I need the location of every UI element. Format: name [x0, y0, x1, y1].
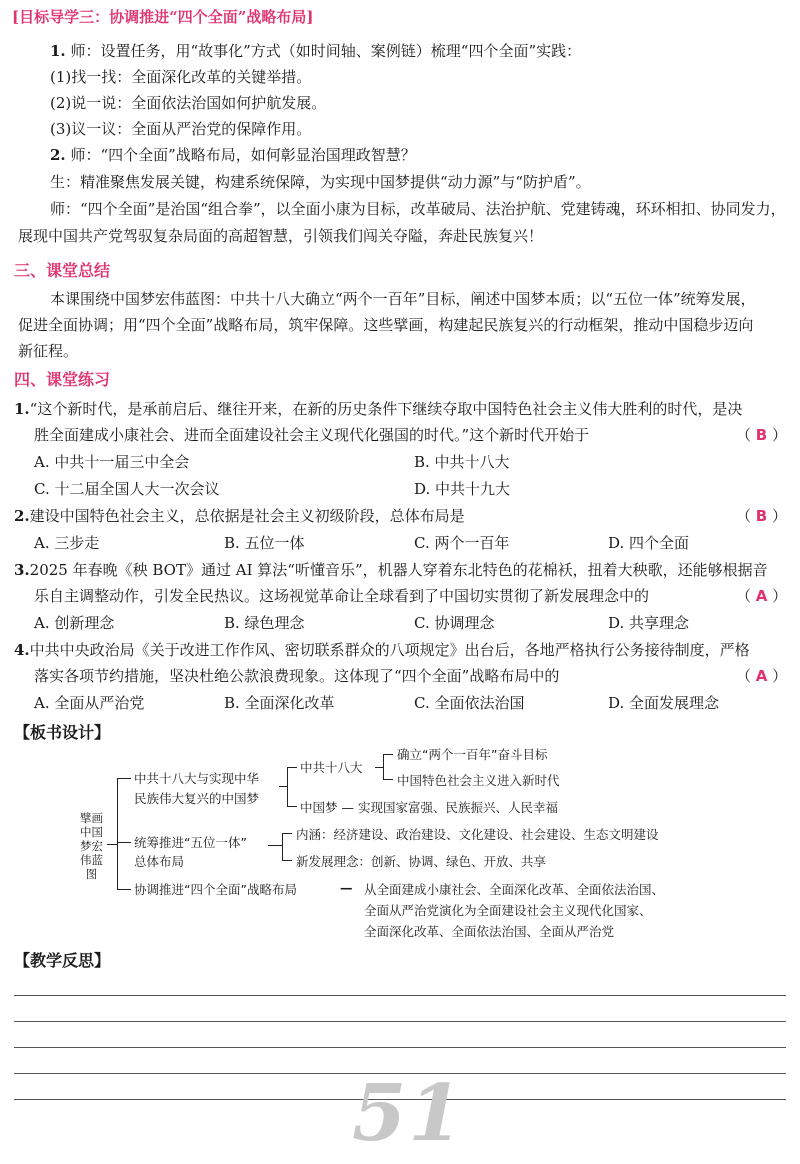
- summary-line-1: 本课围绕中国梦宏伟蓝图：中共十八大确立“两个一百年”目标，阐述中国梦本质；以“五位一体”统筹发展，: [50, 290, 756, 308]
- page-number: 51: [352, 1068, 465, 1159]
- board-branch-2-line-1: 统筹推进“五位一体”: [134, 835, 247, 850]
- question-number: 3.: [14, 561, 30, 579]
- board-branch-3-desc-1: 从全面建成小康社会、全面深化改革、全面依法治国、: [364, 882, 665, 897]
- answer-letter: B: [755, 507, 768, 525]
- goal3-item-2: (2)说一说：全面依法治国如何护航发展。: [50, 94, 327, 112]
- q2-option-d: D. 四个全面: [608, 534, 690, 552]
- question-text: 中共中央政治局《关于改进工作作风、密切联系群众的八项规定》出台后，各地严格执行公务接待制度，严格: [29, 641, 750, 659]
- bracket-line: [287, 767, 297, 768]
- question-3-answer: （ A ）: [736, 587, 788, 605]
- board-node-connotation: 内涵：经济建设、政治建设、文化建设、社会建设、生态文明建设: [296, 827, 659, 842]
- board-branch-3: 协调推进“四个全面”战略布局: [134, 882, 297, 897]
- board-branch-2-line-2: 总体布局: [134, 854, 185, 869]
- q3-option-b: B. 绿色理念: [224, 614, 305, 632]
- summary-line-2: 促进全面协调；用“四个全面”战略布局，筑牢保障。这些擘画，构建起民族复兴的行动框架，推动中国稳步迈向: [18, 316, 754, 334]
- q3-option-d: D. 共享理念: [608, 614, 690, 632]
- q2-option-b: B. 五位一体: [224, 534, 305, 552]
- goal3-item-1: (1)找一找：全面深化改革的关键举措。: [50, 68, 312, 86]
- bracket-line: [117, 778, 131, 779]
- q2-option-c: C. 两个一百年: [414, 534, 510, 552]
- bracket-line: [383, 779, 393, 780]
- question-4-line-2: 落实各项节约措施，坚决杜绝公款浪费现象。这体现了“四个全面”战略布局中的: [34, 667, 560, 685]
- bracket-line: [282, 860, 292, 861]
- question-3-line-1: [14, 559, 768, 580]
- board-root-line: 中国: [80, 825, 103, 839]
- goal3-item-3: (3)议一议：全面从严治党的保障作用。: [50, 120, 312, 138]
- board-branch-1-line-2: 民族伟大复兴的中国梦: [134, 791, 260, 806]
- q1-option-d: D. 中共十九大: [414, 480, 511, 498]
- goal3-paragraph-1: [50, 40, 581, 61]
- q4-option-d: D. 全面发展理念: [608, 694, 720, 712]
- bracket-line: [117, 778, 118, 890]
- board-root: [80, 811, 103, 881]
- q3-option-a: A. 创新理念: [34, 614, 115, 632]
- board-node-18th-congress: 中共十八大: [300, 760, 363, 775]
- question-number: 4.: [14, 641, 30, 659]
- connector-line: [268, 845, 282, 846]
- goal3-paragraph-4b: 展现中国共产党驾驭复杂局面的高超智慧，引领我们闯关夺隘，奔赴民族复兴！: [18, 227, 544, 245]
- bracket-line: [383, 754, 393, 755]
- bracket-line: [383, 754, 384, 780]
- item-number: 1.: [50, 42, 66, 60]
- board-root-line: 梦宏: [80, 839, 103, 853]
- question-1-line-2: 胜全面建成小康社会、进而全面建设社会主义现代化强国的时代。”这个新时代开始于: [34, 426, 590, 444]
- reflection-writing-line[interactable]: [14, 1021, 786, 1022]
- reflection-writing-line[interactable]: [14, 1047, 786, 1048]
- board-leaf-two-centenary-goals: 确立“两个一百年”奋斗目标: [397, 747, 548, 762]
- goal3-paragraph-4a: 师：“四个全面”是治国“组合拳”，以全面小康为目标，改革破局、法治护航、党建铸魂，环环相扣、协同发力，: [50, 200, 786, 218]
- question-2-answer: （ B ）: [736, 507, 787, 525]
- reflection-writing-line[interactable]: [14, 995, 786, 996]
- connector-line: [107, 844, 117, 845]
- paragraph-text: 师：“四个全面”战略布局，如何彰显治国理政智慧？: [70, 146, 416, 164]
- board-dash: —: [340, 880, 353, 895]
- connector-line: [279, 786, 287, 787]
- question-4-line-1: [14, 639, 750, 660]
- item-number: 2.: [50, 146, 66, 164]
- board-node-chinese-dream: 中国梦 — 实现国家富强、民族振兴、人民幸福: [300, 800, 558, 815]
- bracket-line: [282, 833, 292, 834]
- question-text: “这个新时代，是承前启后、继往开来，在新的历史条件下继续夺取中国特色社会主义伟大胜利的时代，是决: [29, 400, 743, 418]
- answer-letter: B: [755, 426, 768, 444]
- goal3-title: [目标导学三：协调推进“四个全面”战略布局]: [12, 8, 314, 26]
- board-branch-1-line-1: 中共十八大与实现中华: [134, 771, 260, 786]
- board-branch-3-desc-3: 全面深化改革、全面依法治国、全面从严治党: [364, 924, 615, 939]
- paragraph-text: 师：设置任务，用“故事化”方式（如时间轴、案例链）梳理“四个全面”实践：: [70, 42, 582, 60]
- board-title: 【板书设计】: [14, 723, 111, 742]
- board-root-line: 伟蓝: [80, 853, 103, 867]
- question-text: 2025 年春晚《秧 BOT》通过 AI 算法“听懂音乐”，机器人穿着东北特色的花棉袄，扭着大秧歌，还能够根据音: [29, 561, 768, 579]
- question-1-line-1: [14, 398, 742, 419]
- board-root-line: 擘画: [80, 811, 103, 825]
- question-1-answer: （ B ）: [736, 426, 787, 444]
- bracket-line: [282, 833, 283, 861]
- connector-line: [375, 767, 383, 768]
- board-leaf-new-era: 中国特色社会主义进入新时代: [397, 773, 560, 788]
- summary-line-3: 新征程。: [18, 342, 79, 360]
- practice-title: 四、课堂练习: [14, 370, 111, 389]
- q2-option-a: A. 三步走: [34, 534, 100, 552]
- summary-title: 三、课堂总结: [14, 261, 111, 280]
- goal3-paragraph-3: 生：精准聚焦发展关键，构建系统保障，为实现中国梦提供“动力源”与“防护盾”。: [50, 173, 591, 191]
- question-4-answer: （ A ）: [736, 667, 788, 685]
- board-node-new-development-concept: 新发展理念：创新、协调、绿色、开放、共享: [296, 854, 547, 869]
- bracket-line: [117, 842, 131, 843]
- q4-option-b: B. 全面深化改革: [224, 694, 335, 712]
- board-root-line: 图: [85, 867, 98, 881]
- question-text: 建设中国特色社会主义，总依据是社会主义初级阶段，总体布局是: [29, 507, 465, 525]
- question-2-line-1: [14, 505, 465, 526]
- question-3-line-2: 乐自主调整动作，引发全民热议。这场视觉革命让全球看到了中国切实贯彻了新发展理念中的: [34, 587, 650, 605]
- bracket-line: [287, 806, 297, 807]
- answer-letter: A: [755, 667, 768, 685]
- q1-option-a: A. 中共十一届三中全会: [34, 453, 190, 471]
- board-branch-3-desc-2: 全面从严治党演化为全面建设社会主义现代化国家、: [364, 903, 652, 918]
- question-number: 1.: [14, 400, 30, 418]
- q3-option-c: C. 协调理念: [414, 614, 495, 632]
- answer-letter: A: [755, 587, 768, 605]
- question-number: 2.: [14, 507, 30, 525]
- q4-option-a: A. 全面从严治党: [34, 694, 145, 712]
- q4-option-c: C. 全面依法治国: [414, 694, 525, 712]
- reflection-title: 【教学反思】: [14, 951, 111, 970]
- bracket-line: [287, 767, 288, 807]
- q1-option-c: C. 十二届全国人大一次会议: [34, 480, 220, 498]
- q1-option-b: B. 中共十八大: [414, 453, 510, 471]
- goal3-paragraph-2: [50, 144, 416, 165]
- bracket-line: [117, 889, 131, 890]
